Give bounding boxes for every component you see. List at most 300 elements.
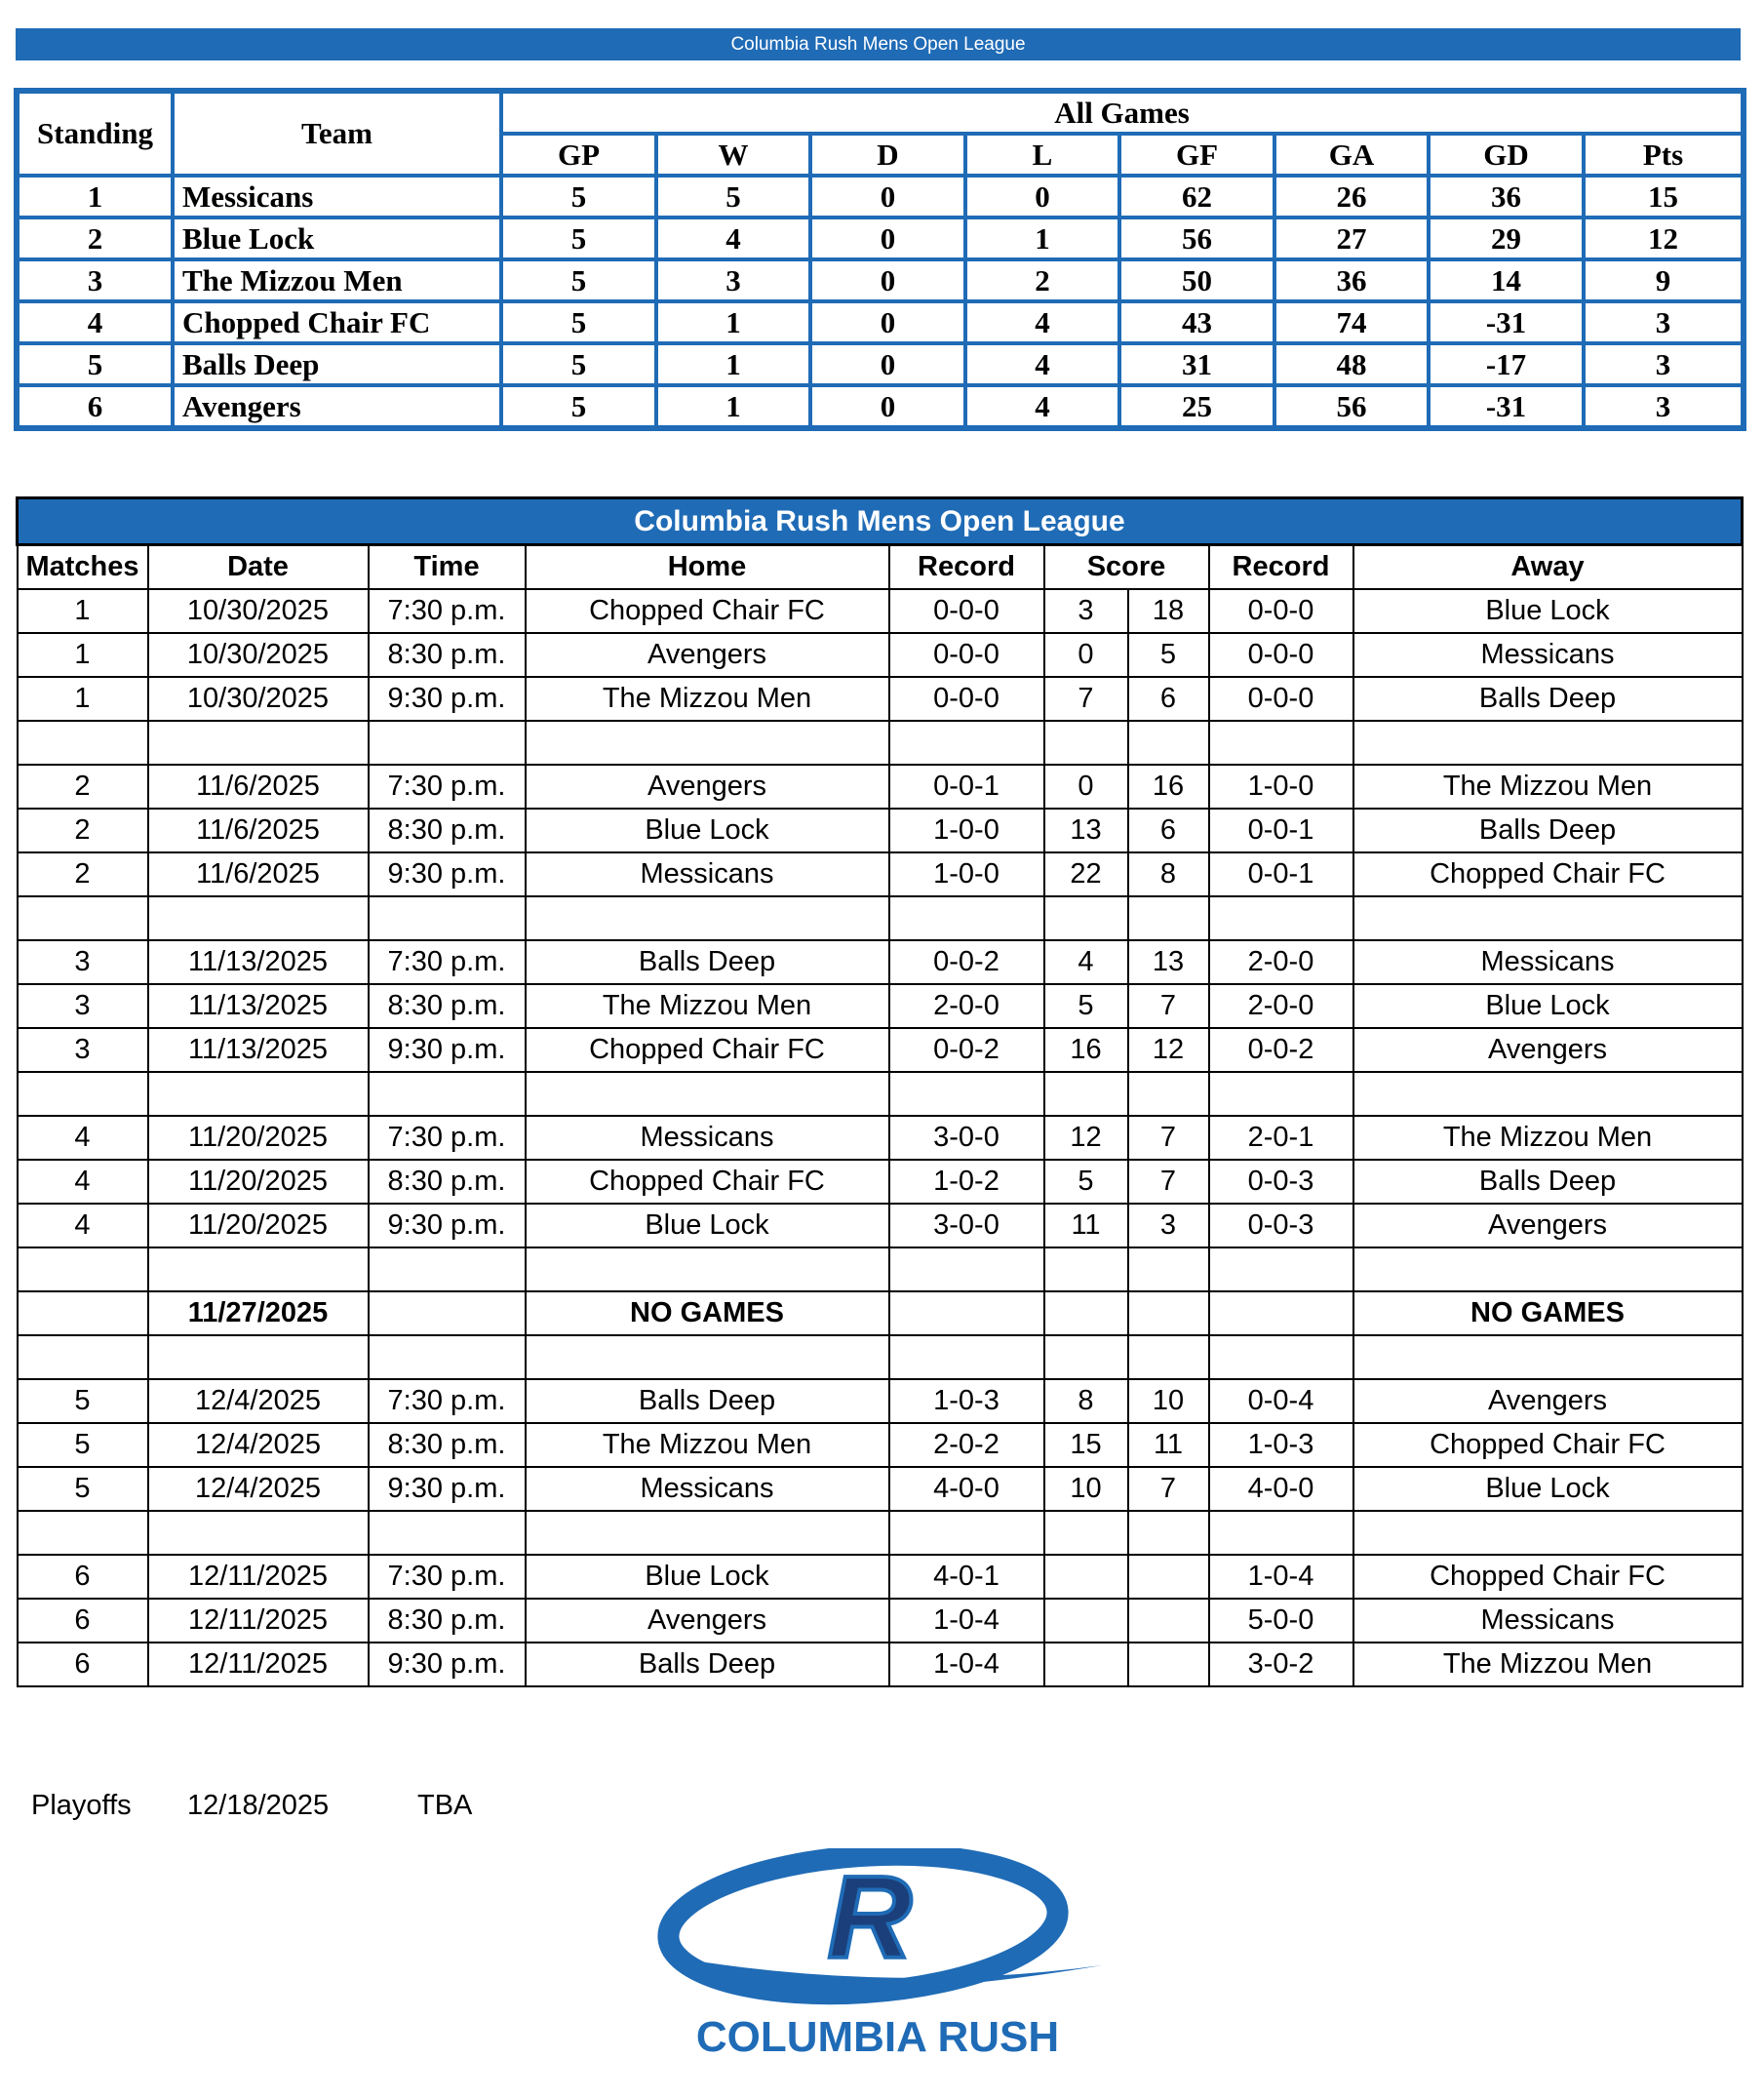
schedule-cell-home-record: 2-0-2: [889, 1423, 1044, 1467]
schedule-cell-away-team: Balls Deep: [1353, 1160, 1743, 1204]
schedule-cell-home-score: 5: [1044, 984, 1128, 1028]
schedule-cell-away-team: Balls Deep: [1353, 677, 1743, 721]
schedule-cell-home-score: 5: [1044, 1160, 1128, 1204]
schedule-cell-home-team: Blue Lock: [526, 809, 889, 852]
schedule-cell-away-score: [1128, 1072, 1209, 1116]
schedule-cell-date: [148, 1072, 369, 1116]
standings-cell-w: 4: [656, 218, 810, 259]
schedule-cell-match-number: 5: [18, 1467, 148, 1511]
schedule-cell-time: 7:30 p.m.: [369, 1379, 526, 1423]
standings-cell-ga: 74: [1274, 301, 1429, 343]
schedule-cell-home-team: Blue Lock: [526, 1204, 889, 1247]
schedule-cell-time: 8:30 p.m.: [369, 984, 526, 1028]
schedule-cell-time: 7:30 p.m.: [369, 589, 526, 633]
schedule-cell-away-record: 2-0-0: [1209, 940, 1353, 984]
schedule-cell-away-score: [1128, 1247, 1209, 1291]
schedule-cell-home-score: [1044, 1643, 1128, 1686]
schedule-row: [18, 633, 1743, 677]
spacer-row: [18, 1335, 1743, 1379]
standings-cell-d: 0: [810, 301, 965, 343]
schedule-cell-match-number: 2: [18, 852, 148, 896]
standings-cell-gd: -31: [1429, 301, 1584, 343]
schedule-cell-home-team: The Mizzou Men: [526, 984, 889, 1028]
schedule-cell-home-record: 3-0-0: [889, 1204, 1044, 1247]
logo-letter: R: [827, 1852, 913, 1983]
schedule-cell-time: 9:30 p.m.: [369, 1204, 526, 1247]
schedule-cell-home-team: The Mizzou Men: [526, 677, 889, 721]
schedule-cell-away-score: 8: [1128, 852, 1209, 896]
schedule-cell-away-score: [1128, 1511, 1209, 1555]
schedule-cell-away-team: [1353, 721, 1743, 765]
schedule-cell-home-team: [526, 1247, 889, 1291]
schedule-cell-home-team: [526, 896, 889, 940]
schedule-cell-home-record: [889, 1291, 1044, 1335]
schedule-row: [18, 984, 1743, 1028]
d-header: D: [810, 134, 965, 176]
schedule-cell-away-score: 13: [1128, 940, 1209, 984]
schedule-cell-time: 9:30 p.m.: [369, 677, 526, 721]
schedule-cell-date: [148, 721, 369, 765]
standings-cell-d: 0: [810, 385, 965, 427]
schedule-cell-home-record: 1-0-0: [889, 809, 1044, 852]
standings-cell-gp: 5: [501, 343, 656, 385]
schedule-cell-match-number: 6: [18, 1643, 148, 1686]
schedule-cell-home-team: Chopped Chair FC: [526, 589, 889, 633]
schedule-cell-home-record: 0-0-0: [889, 633, 1044, 677]
schedule-title: Columbia Rush Mens Open League: [18, 498, 1743, 545]
schedule-cell-away-team: Chopped Chair FC: [1353, 1555, 1743, 1599]
schedule-cell-date: 12/11/2025: [148, 1555, 369, 1599]
schedule-cell-away-record: 0-0-3: [1209, 1160, 1353, 1204]
w-header: W: [656, 134, 810, 176]
standings-cell-team: Chopped Chair FC: [173, 301, 501, 343]
time-header: Time: [369, 545, 526, 590]
home-header: Home: [526, 545, 889, 590]
schedule-cell-date: 11/13/2025: [148, 940, 369, 984]
schedule-row: [18, 1467, 1743, 1511]
schedule-cell-time: 8:30 p.m.: [369, 1423, 526, 1467]
schedule-cell-date: 11/20/2025: [148, 1204, 369, 1247]
schedule-cell-home-team: NO GAMES: [526, 1291, 889, 1335]
standings-cell-standing: 1: [18, 176, 173, 218]
schedule-cell-away-team: NO GAMES: [1353, 1291, 1743, 1335]
schedule-cell-time: [369, 1335, 526, 1379]
spacer-row: [18, 721, 1743, 765]
schedule-cell-time: 8:30 p.m.: [369, 1599, 526, 1643]
schedule-cell-time: 9:30 p.m.: [369, 1643, 526, 1686]
schedule-cell-match-number: [18, 721, 148, 765]
page-banner: Columbia Rush Mens Open League: [16, 28, 1741, 60]
playoffs-label: Playoffs: [31, 1790, 132, 1821]
schedule-cell-away-record: 2-0-1: [1209, 1116, 1353, 1160]
matches-header: Matches: [18, 545, 148, 590]
schedule-cell-away-score: [1128, 1643, 1209, 1686]
schedule-cell-away-record: 4-0-0: [1209, 1467, 1353, 1511]
schedule-table: [16, 496, 1744, 1687]
schedule-cell-home-team: Chopped Chair FC: [526, 1160, 889, 1204]
schedule-cell-home-score: 7: [1044, 677, 1128, 721]
standings-cell-team: Blue Lock: [173, 218, 501, 259]
schedule-cell-date: 11/13/2025: [148, 1028, 369, 1072]
schedule-cell-away-record: [1209, 721, 1353, 765]
schedule-cell-home-score: 13: [1044, 809, 1128, 852]
schedule-cell-time: [369, 1247, 526, 1291]
schedule-cell-away-team: Balls Deep: [1353, 809, 1743, 852]
schedule-cell-away-record: 0-0-0: [1209, 589, 1353, 633]
schedule-cell-away-record: 0-0-0: [1209, 633, 1353, 677]
schedule-row: [18, 1116, 1743, 1160]
standings-cell-ga: 27: [1274, 218, 1429, 259]
standings-cell-ga: 56: [1274, 385, 1429, 427]
schedule-cell-away-record: 3-0-2: [1209, 1643, 1353, 1686]
schedule-cell-away-record: [1209, 896, 1353, 940]
schedule-cell-time: 8:30 p.m.: [369, 633, 526, 677]
schedule-cell-date: 11/20/2025: [148, 1160, 369, 1204]
schedule-cell-match-number: 3: [18, 984, 148, 1028]
schedule-cell-home-team: Balls Deep: [526, 1643, 889, 1686]
all-games-header: All Games: [501, 92, 1743, 134]
schedule-cell-home-team: [526, 1072, 889, 1116]
schedule-cell-home-record: [889, 721, 1044, 765]
standings-row: [18, 218, 1743, 259]
schedule-cell-home-score: [1044, 896, 1128, 940]
schedule-cell-away-record: 0-0-1: [1209, 852, 1353, 896]
schedule-cell-date: 12/11/2025: [148, 1599, 369, 1643]
schedule-cell-home-score: [1044, 1335, 1128, 1379]
schedule-cell-home-score: 0: [1044, 633, 1128, 677]
schedule-cell-home-record: [889, 1072, 1044, 1116]
schedule-cell-match-number: [18, 1247, 148, 1291]
schedule-row: [18, 1204, 1743, 1247]
schedule-cell-date: [148, 896, 369, 940]
schedule-cell-home-score: 12: [1044, 1116, 1128, 1160]
standings-cell-gp: 5: [501, 301, 656, 343]
schedule-cell-time: 8:30 p.m.: [369, 809, 526, 852]
standings-cell-w: 5: [656, 176, 810, 218]
schedule-cell-time: 8:30 p.m.: [369, 1160, 526, 1204]
schedule-cell-time: [369, 1291, 526, 1335]
schedule-cell-match-number: 5: [18, 1379, 148, 1423]
schedule-cell-away-record: [1209, 1072, 1353, 1116]
schedule-cell-away-record: 0-0-0: [1209, 677, 1353, 721]
schedule-row: [18, 809, 1743, 852]
schedule-cell-away-team: [1353, 896, 1743, 940]
standings-table: [16, 90, 1744, 429]
spacer-row: [18, 1072, 1743, 1116]
standings-cell-pts: 3: [1584, 343, 1743, 385]
schedule-cell-away-score: [1128, 1555, 1209, 1599]
schedule-cell-match-number: 6: [18, 1599, 148, 1643]
schedule-cell-away-score: 6: [1128, 677, 1209, 721]
schedule-cell-date: 10/30/2025: [148, 589, 369, 633]
standings-cell-pts: 3: [1584, 301, 1743, 343]
playoffs-date: 12/18/2025: [187, 1790, 330, 1821]
standings-cell-gp: 5: [501, 259, 656, 301]
schedule-cell-home-record: [889, 1247, 1044, 1291]
schedule-cell-home-team: [526, 1511, 889, 1555]
schedule-row: [18, 940, 1743, 984]
schedule-cell-home-team: Messicans: [526, 1116, 889, 1160]
team-header: Team: [173, 92, 501, 176]
standings-cell-standing: 3: [18, 259, 173, 301]
schedule-cell-home-team: Balls Deep: [526, 940, 889, 984]
schedule-cell-date: 10/30/2025: [148, 677, 369, 721]
standings-row: [18, 176, 1743, 218]
schedule-cell-away-team: Avengers: [1353, 1204, 1743, 1247]
schedule-cell-home-team: Blue Lock: [526, 1555, 889, 1599]
ga-header: GA: [1274, 134, 1429, 176]
standings-cell-team: Avengers: [173, 385, 501, 427]
playoffs-time: TBA: [417, 1790, 473, 1821]
schedule-cell-home-team: The Mizzou Men: [526, 1423, 889, 1467]
standings-row: [18, 385, 1743, 427]
standings-cell-gd: 36: [1429, 176, 1584, 218]
schedule-cell-time: 9:30 p.m.: [369, 1467, 526, 1511]
schedule-cell-home-score: [1044, 1599, 1128, 1643]
schedule-cell-match-number: 3: [18, 1028, 148, 1072]
schedule-cell-date: 12/4/2025: [148, 1467, 369, 1511]
standings-cell-gd: 14: [1429, 259, 1584, 301]
schedule-cell-away-record: 1-0-4: [1209, 1555, 1353, 1599]
standings-row: [18, 259, 1743, 301]
schedule-cell-home-record: 0-0-0: [889, 589, 1044, 633]
columbia-rush-logo: [644, 1848, 1112, 2073]
schedule-cell-away-record: 0-0-1: [1209, 809, 1353, 852]
schedule-cell-away-team: The Mizzou Men: [1353, 1116, 1743, 1160]
gd-header: GD: [1429, 134, 1584, 176]
schedule-row: [18, 1555, 1743, 1599]
standings-cell-d: 0: [810, 218, 965, 259]
schedule-row: [18, 1291, 1743, 1335]
schedule-cell-home-record: 0-0-2: [889, 1028, 1044, 1072]
schedule-cell-away-team: Chopped Chair FC: [1353, 852, 1743, 896]
schedule-cell-home-team: Messicans: [526, 1467, 889, 1511]
schedule-cell-date: 11/6/2025: [148, 809, 369, 852]
schedule-cell-away-record: [1209, 1511, 1353, 1555]
schedule-cell-home-record: 1-0-4: [889, 1643, 1044, 1686]
schedule-cell-time: [369, 896, 526, 940]
standings-cell-l: 2: [965, 259, 1119, 301]
standings-cell-standing: 5: [18, 343, 173, 385]
standings-cell-d: 0: [810, 343, 965, 385]
schedule-cell-match-number: 2: [18, 765, 148, 809]
schedule-cell-date: [148, 1511, 369, 1555]
schedule-row: [18, 1599, 1743, 1643]
date-header: Date: [148, 545, 369, 590]
schedule-cell-away-team: Avengers: [1353, 1379, 1743, 1423]
schedule-cell-date: 12/4/2025: [148, 1379, 369, 1423]
schedule-cell-date: 11/20/2025: [148, 1116, 369, 1160]
schedule-cell-home-score: 15: [1044, 1423, 1128, 1467]
schedule-cell-away-team: Avengers: [1353, 1028, 1743, 1072]
away-header: Away: [1353, 545, 1743, 590]
standings-cell-team: The Mizzou Men: [173, 259, 501, 301]
schedule-cell-away-score: [1128, 1291, 1209, 1335]
schedule-cell-home-record: 0-0-2: [889, 940, 1044, 984]
standings-cell-ga: 26: [1274, 176, 1429, 218]
standings-cell-l: 0: [965, 176, 1119, 218]
standings-cell-gd: -31: [1429, 385, 1584, 427]
schedule-cell-away-team: [1353, 1335, 1743, 1379]
schedule-cell-date: 11/13/2025: [148, 984, 369, 1028]
schedule-cell-away-record: 5-0-0: [1209, 1599, 1353, 1643]
standings-cell-ga: 48: [1274, 343, 1429, 385]
standings-cell-standing: 6: [18, 385, 173, 427]
schedule-cell-home-team: Avengers: [526, 633, 889, 677]
schedule-cell-home-record: [889, 1511, 1044, 1555]
standings-cell-pts: 3: [1584, 385, 1743, 427]
schedule-cell-time: [369, 1072, 526, 1116]
standings-cell-pts: 9: [1584, 259, 1743, 301]
schedule-cell-home-score: [1044, 1291, 1128, 1335]
schedule-cell-date: 10/30/2025: [148, 633, 369, 677]
schedule-cell-match-number: 4: [18, 1160, 148, 1204]
schedule-cell-home-record: [889, 1335, 1044, 1379]
schedule-cell-home-team: Avengers: [526, 765, 889, 809]
standings-cell-gp: 5: [501, 176, 656, 218]
schedule-cell-date: 11/6/2025: [148, 852, 369, 896]
standings-cell-l: 4: [965, 343, 1119, 385]
schedule-cell-match-number: 4: [18, 1204, 148, 1247]
schedule-cell-away-team: [1353, 1511, 1743, 1555]
schedule-cell-away-score: 18: [1128, 589, 1209, 633]
schedule-cell-home-score: 10: [1044, 1467, 1128, 1511]
standings-row: [18, 301, 1743, 343]
schedule-cell-home-team: Avengers: [526, 1599, 889, 1643]
gp-header: GP: [501, 134, 656, 176]
schedule-cell-away-team: Messicans: [1353, 940, 1743, 984]
schedule-row: [18, 1423, 1743, 1467]
schedule-row: [18, 765, 1743, 809]
schedule-cell-home-record: 2-0-0: [889, 984, 1044, 1028]
schedule-cell-away-score: [1128, 896, 1209, 940]
standings-cell-gp: 5: [501, 385, 656, 427]
schedule-cell-home-score: [1044, 1511, 1128, 1555]
schedule-cell-home-score: 0: [1044, 765, 1128, 809]
standings-cell-w: 1: [656, 343, 810, 385]
standings-cell-w: 3: [656, 259, 810, 301]
schedule-cell-date: 11/6/2025: [148, 765, 369, 809]
schedule-cell-away-record: 0-0-4: [1209, 1379, 1353, 1423]
schedule-cell-away-record: 2-0-0: [1209, 984, 1353, 1028]
schedule-cell-home-record: 3-0-0: [889, 1116, 1044, 1160]
standings-cell-pts: 12: [1584, 218, 1743, 259]
schedule-cell-away-team: The Mizzou Men: [1353, 765, 1743, 809]
standings-cell-gf: 43: [1119, 301, 1274, 343]
schedule-cell-home-record: 0-0-0: [889, 677, 1044, 721]
standings-cell-d: 0: [810, 176, 965, 218]
schedule-cell-away-score: 7: [1128, 984, 1209, 1028]
schedule-row: [18, 1643, 1743, 1686]
schedule-cell-away-score: [1128, 1599, 1209, 1643]
schedule-cell-home-record: 1-0-3: [889, 1379, 1044, 1423]
standings-cell-gf: 62: [1119, 176, 1274, 218]
schedule-cell-away-score: 5: [1128, 633, 1209, 677]
spacer-row: [18, 1247, 1743, 1291]
schedule-cell-date: 12/11/2025: [148, 1643, 369, 1686]
schedule-cell-home-team: [526, 721, 889, 765]
standings-cell-gd: -17: [1429, 343, 1584, 385]
schedule-cell-away-record: [1209, 1247, 1353, 1291]
schedule-row: [18, 1028, 1743, 1072]
schedule-cell-away-score: 7: [1128, 1160, 1209, 1204]
standings-cell-team: Messicans: [173, 176, 501, 218]
standings-cell-standing: 4: [18, 301, 173, 343]
schedule-cell-away-score: 10: [1128, 1379, 1209, 1423]
schedule-cell-away-score: 7: [1128, 1467, 1209, 1511]
schedule-cell-home-record: 4-0-1: [889, 1555, 1044, 1599]
standings-cell-team: Balls Deep: [173, 343, 501, 385]
schedule-cell-away-score: 6: [1128, 809, 1209, 852]
schedule-cell-time: [369, 721, 526, 765]
standings-cell-w: 1: [656, 301, 810, 343]
standings-cell-gf: 56: [1119, 218, 1274, 259]
schedule-cell-away-team: Messicans: [1353, 633, 1743, 677]
schedule-cell-time: 7:30 p.m.: [369, 765, 526, 809]
schedule-cell-away-score: 7: [1128, 1116, 1209, 1160]
schedule-cell-away-score: 11: [1128, 1423, 1209, 1467]
schedule-cell-away-team: Blue Lock: [1353, 589, 1743, 633]
schedule-cell-match-number: [18, 896, 148, 940]
standings-cell-gd: 29: [1429, 218, 1584, 259]
schedule-cell-home-score: [1044, 721, 1128, 765]
schedule-cell-match-number: 5: [18, 1423, 148, 1467]
schedule-cell-match-number: 1: [18, 633, 148, 677]
schedule-cell-away-record: 0-0-3: [1209, 1204, 1353, 1247]
schedule-cell-home-record: [889, 896, 1044, 940]
schedule-cell-time: 9:30 p.m.: [369, 1028, 526, 1072]
schedule-cell-away-team: Messicans: [1353, 1599, 1743, 1643]
schedule-cell-away-record: [1209, 1335, 1353, 1379]
schedule-cell-home-record: 1-0-2: [889, 1160, 1044, 1204]
schedule-cell-home-team: Messicans: [526, 852, 889, 896]
schedule-cell-away-team: [1353, 1247, 1743, 1291]
schedule-cell-away-team: Blue Lock: [1353, 1467, 1743, 1511]
schedule-cell-away-team: Blue Lock: [1353, 984, 1743, 1028]
standings-cell-w: 1: [656, 385, 810, 427]
schedule-cell-home-score: [1044, 1247, 1128, 1291]
schedule-cell-away-record: [1209, 1291, 1353, 1335]
schedule-cell-date: [148, 1335, 369, 1379]
standings-cell-l: 4: [965, 385, 1119, 427]
schedule-cell-home-score: [1044, 1072, 1128, 1116]
schedule-cell-date: 11/27/2025: [148, 1291, 369, 1335]
schedule-cell-time: [369, 1511, 526, 1555]
home-record-header: Record: [889, 545, 1044, 590]
schedule-row: [18, 589, 1743, 633]
standings-cell-l: 1: [965, 218, 1119, 259]
schedule-cell-away-score: 16: [1128, 765, 1209, 809]
pts-header: Pts: [1584, 134, 1743, 176]
schedule-cell-time: 9:30 p.m.: [369, 852, 526, 896]
schedule-cell-time: 7:30 p.m.: [369, 1555, 526, 1599]
schedule-cell-match-number: 2: [18, 809, 148, 852]
schedule-cell-match-number: [18, 1072, 148, 1116]
schedule-cell-away-score: [1128, 1335, 1209, 1379]
schedule-cell-home-score: 4: [1044, 940, 1128, 984]
schedule-cell-away-record: 0-0-2: [1209, 1028, 1353, 1072]
standings-cell-gf: 50: [1119, 259, 1274, 301]
schedule-cell-date: [148, 1247, 369, 1291]
score-header: Score: [1044, 545, 1209, 590]
schedule-cell-away-score: 3: [1128, 1204, 1209, 1247]
gf-header: GF: [1119, 134, 1274, 176]
schedule-cell-home-score: 16: [1044, 1028, 1128, 1072]
schedule-cell-time: 7:30 p.m.: [369, 1116, 526, 1160]
schedule-row: [18, 1160, 1743, 1204]
schedule-cell-home-score: [1044, 1555, 1128, 1599]
away-record-header: Record: [1209, 545, 1353, 590]
